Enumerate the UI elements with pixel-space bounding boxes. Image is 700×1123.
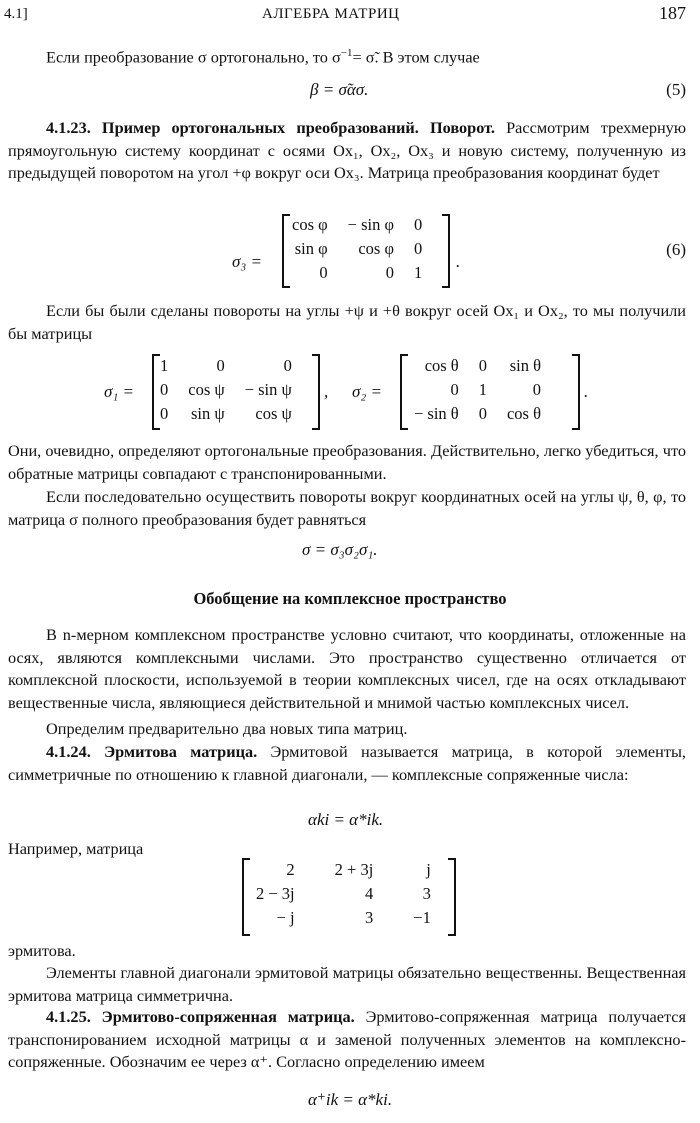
paragraph-orthogonal-transforms: Они, очевидно, определяют ортогональные преобразования. Действительно, легко убедиться, что обратные матрицы совпадают с транспонированными.	[8, 441, 686, 483]
paragraph-two-types: Определим предварительно два новых типа матриц.	[46, 719, 408, 738]
equation-sigma-product: σ = σ₃σ₂σ₁.	[302, 540, 378, 559]
header-title: АЛГЕБРА МАТРИЦ	[262, 6, 400, 22]
matrix-sigma2-lhs: σ₂ =	[352, 382, 383, 401]
section-4-1-23: 4.1.23. Пример ортогональных преобразований. Поворот. Рассмотрим трехмерную прямоугольную систему координат с осями Ox₁, Ox₂, Ox₃ и новую систему, полученную из предыдущей поворотом на угол +φ вокруг оси Ox₃. Матрица преобразования координат будет	[8, 118, 686, 182]
section-4-1-25: 4.1.25. Эрмитово-сопряженная матрица. Эрмитово-сопряженная матрица получается транспонированием исходной матрицы α и заменой полученных элементов на комплексно-сопряженные. Обозначим ее через α⁺. Согласно определению имеем	[8, 1007, 686, 1071]
matrix-sigma3: cos φ − sin φ 0 sin φ cos φ 0 0 0 1	[292, 215, 423, 282]
paragraph-hermitian-label: эрмитова.	[8, 941, 76, 960]
matrix-sigma2: cos θ 0 sin θ 0 1 0 − sin θ 0 cos θ	[414, 356, 541, 423]
section-title: Обобщение на комплексное пространство	[193, 589, 507, 608]
equation-hermitian-conjugate: α⁺ik = α*ki.	[308, 1090, 393, 1109]
matrix-hermitian-example: 2 2 + 3j j 2 − 3j 4 3 − j 3 −1	[256, 860, 431, 927]
header-section: 4.1]	[4, 6, 28, 22]
matrix-sigma1-lhs: σ₁ =	[104, 382, 135, 401]
equation-5-number: (5)	[666, 80, 686, 99]
paragraph-sequential-rotations: Если последовательно осуществить повороты вокруг координатных осей на углы ψ, θ, φ, то матрица σ полного преобразования будет равняться	[8, 487, 686, 529]
paragraph-diagonal-real: Элементы главной диагонали эрмитовой матрицы обязательно вещественны. Вещественная эрмитова матрица симметрична.	[8, 963, 686, 1005]
matrix-bracket-right	[442, 214, 450, 288]
section-4-1-25-heading: 4.1.25. Эрмитово-сопряженная матрица.	[46, 1007, 355, 1026]
equation-6-lhs: σ₃ =	[232, 252, 263, 271]
paragraph-complex-space: В n-мерном комплексном пространстве условно считают, что координаты, отложенные на осях, являются комплексными числами. Это пространство существенно отличается от комплексной плоскости, используемой в теории комплексных чисел, где на осях откладывают вещественные числа, являющиеся действительной и мнимой частью комплексных чисел.	[8, 625, 686, 712]
book-page: 4.1] АЛГЕБРА МАТРИЦ 187 Если преобразование σ ортогонально, то $\sigma^{-1}=$ σ̃. В этом случае β = σ̃ασ. (5) 4.1.23. Пример ортогональных преобразований. Поворот. Рассмотрим трехмерную прямоугольную систему координат с осями Ox₁, Ox₂, Ox₃ и новую систему, полученную из предыдущей поворотом на угол +φ вокруг оси Ox₃. Матрица преобразования координат будет σ₃ = cos φ − sin φ 0 sin φ cos φ 0 0 0 1 . (6) Если бы были сделаны повороты на углы +ψ и +θ вокруг осей Ox₁ и Ox₂, то мы получили бы матрицы σ₁ = 1 0 0 0 cos ψ − sin ψ 0 sin ψ cos ψ , σ₂ = cos θ 0 sin θ 0 1 0 − sin θ 0 cos θ . Они, очевидно, определяют ортогональные преобразования. Действительно, легко убедиться, что обратные матрицы совпадают с транспонированными. Если последовательно осуществить повороты вокруг координатных осей на углы ψ, θ, φ, то матрица σ полного преобразования будет равняться σ = σ₃σ₂σ₁. Обобщение на комплексное пространство В n-мерном комплексном пространстве условно считают, что координаты, отложенные на осях, являются комплексными числами. Это пространство существенно отличается от комплексной плоскости, используемой в теории комплексных чисел, где на осях откладывают вещественные числа, являющиеся действительной и мнимой частью комплексных чисел. Определим предварительно два новых типа матриц. 4.1.24. Эрмитова матрица. Эрмитовой называется матрица, в которой элементы, симметричные по отношению к главной диагонали, — комплексные сопряженные числа: αki = α*ik. Например, матрица 2 2 + 3j j 2 − 3j 4 3 − j 3 −1 эрмитова. Элементы главной диагонали эрмитовой матрицы обязательно вещественны. Вещественная эрмитова матрица симметрична. 4.1.25. Эрмитово-сопряженная матрица. Эрмитово-сопряженная матрица получается транспонированием исходной матрицы α и заменой полученных элементов на комплексно-сопряженные. Обозначим ее через α⁺. Согласно определению имеем α⁺ik = α*ki.	[0, 0, 700, 1123]
equation-6-number: (6)	[666, 240, 686, 259]
paragraph-example: Например, матрица	[8, 839, 144, 858]
matrix-sigma1: 1 0 0 0 cos ψ − sin ψ 0 sin ψ cos ψ	[160, 356, 292, 423]
paragraph-rotations: Если бы были сделаны повороты на углы +ψ и +θ вокруг осей Ox₁ и Ox₂, то мы получили бы матрицы	[8, 301, 686, 343]
page-number: 187	[659, 3, 686, 23]
equation-hermitian: αki = α*ik.	[308, 810, 384, 829]
paragraph-orthogonal: Если преобразование σ ортогонально, то $\sigma^{-1}=$ σ̃. В этом случае	[46, 47, 480, 67]
section-4-1-24-heading: 4.1.24. Эрмитова матрица.	[46, 742, 258, 761]
equation-5: β = σ̃ασ.	[310, 80, 369, 99]
section-4-1-23-heading: 4.1.23. Пример ортогональных преобразований. Поворот.	[46, 118, 495, 137]
section-4-1-24: 4.1.24. Эрмитова матрица. Эрмитовой называется матрица, в которой элементы, симметричные по отношению к главной диагонали, — комплексные сопряженные числа:	[8, 742, 686, 784]
